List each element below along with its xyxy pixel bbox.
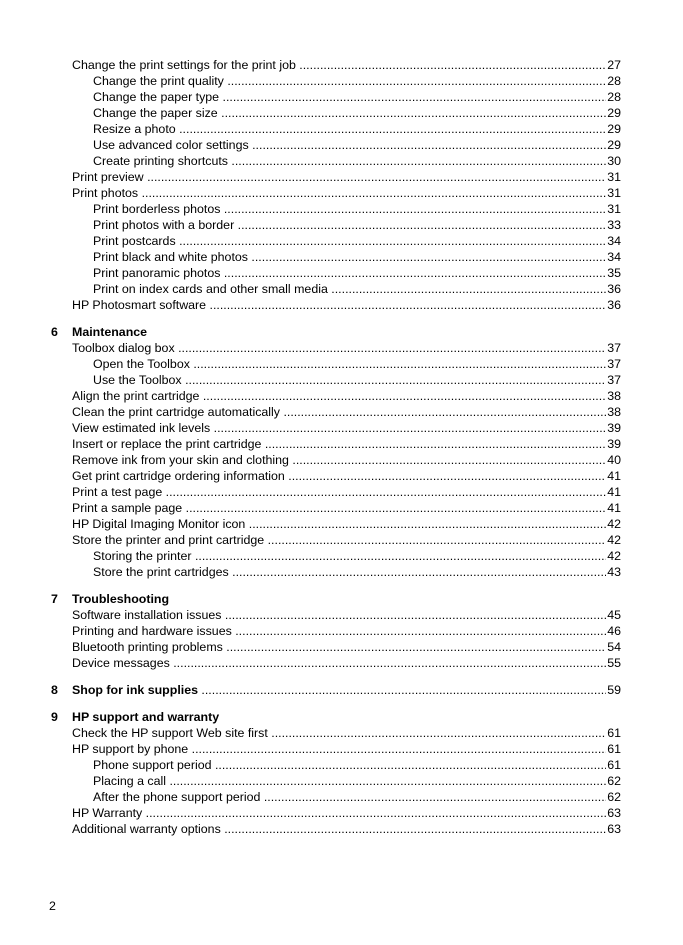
page-ref: 37 bbox=[607, 341, 621, 355]
toc-entry bbox=[0, 201, 683, 217]
entry-title: Software installation issues ..... bbox=[72, 607, 620, 623]
entry-title: View estimated ink levels ..... bbox=[72, 420, 620, 436]
entry-title: Storing the printer ..... bbox=[93, 548, 620, 564]
toc-entry bbox=[0, 639, 683, 655]
entry-title: Print photos ..... bbox=[72, 185, 620, 201]
entry-title: Placing a call ..... bbox=[93, 773, 620, 789]
toc-entry bbox=[0, 73, 683, 89]
page-ref: 59 bbox=[607, 683, 621, 697]
page-ref: 37 bbox=[607, 373, 621, 387]
entry-title: Insert or replace the print cartridge ..... bbox=[72, 436, 620, 452]
toc-entry bbox=[0, 57, 683, 73]
entry-title: Print photos with a border ..... bbox=[93, 217, 620, 233]
page-ref: 33 bbox=[607, 218, 621, 232]
page-ref: 31 bbox=[607, 202, 621, 216]
entry-title: Print panoramic photos ..... bbox=[93, 265, 620, 281]
page-ref: 34 bbox=[607, 234, 621, 248]
page-ref: 63 bbox=[607, 806, 621, 820]
toc-entry bbox=[0, 169, 683, 185]
toc-entry bbox=[0, 340, 683, 356]
chapter-number: 9 bbox=[51, 710, 58, 724]
toc-entry bbox=[0, 500, 683, 516]
page-ref: 37 bbox=[607, 357, 621, 371]
entry-title: Print on index cards and other small media ..... bbox=[93, 281, 620, 297]
table-of-contents bbox=[0, 57, 683, 837]
toc-entry bbox=[0, 757, 683, 773]
toc-entry bbox=[0, 281, 683, 297]
page-ref: 36 bbox=[607, 282, 621, 296]
entry-title: Use the Toolbox ..... bbox=[93, 372, 620, 388]
toc-entry bbox=[0, 121, 683, 137]
page-ref: 34 bbox=[607, 250, 621, 264]
toc-entry bbox=[0, 484, 683, 500]
toc-entry bbox=[0, 89, 683, 105]
page-ref: 28 bbox=[607, 90, 621, 104]
page-ref: 55 bbox=[607, 656, 621, 670]
page-ref: 39 bbox=[607, 421, 621, 435]
page-ref: 42 bbox=[607, 517, 621, 531]
toc-entry bbox=[0, 655, 683, 671]
entry-title: Print postcards ..... bbox=[93, 233, 620, 249]
entry-title: Toolbox dialog box ..... bbox=[72, 340, 620, 356]
page-ref: 30 bbox=[607, 154, 621, 168]
page-ref: 61 bbox=[607, 742, 621, 756]
toc-entry bbox=[0, 607, 683, 623]
chapter-title: HP support and warranty bbox=[72, 710, 220, 724]
chapter-title: Maintenance bbox=[72, 325, 148, 339]
toc-entry bbox=[0, 805, 683, 821]
page-ref: 42 bbox=[607, 533, 621, 547]
page-ref: 63 bbox=[607, 822, 621, 836]
entry-title: Align the print cartridge ..... bbox=[72, 388, 620, 404]
page-ref: 42 bbox=[607, 549, 621, 563]
toc-chapter-heading bbox=[0, 709, 683, 725]
chapter-title: Troubleshooting bbox=[72, 592, 170, 606]
toc-chapter-heading bbox=[0, 682, 683, 698]
entry-title: Open the Toolbox ..... bbox=[93, 356, 620, 372]
entry-title: Print preview ..... bbox=[72, 169, 620, 185]
chapter-title: Shop for ink supplies ..... bbox=[72, 682, 620, 698]
toc-entry bbox=[0, 249, 683, 265]
toc-entry bbox=[0, 137, 683, 153]
page-ref: 54 bbox=[607, 640, 621, 654]
entry-title: Print black and white photos ..... bbox=[93, 249, 620, 265]
page-number: 2 bbox=[49, 899, 56, 913]
toc-entry bbox=[0, 153, 683, 169]
toc-entry bbox=[0, 789, 683, 805]
page-ref: 36 bbox=[607, 298, 621, 312]
toc-entry bbox=[0, 725, 683, 741]
page-ref: 62 bbox=[607, 774, 621, 788]
page-ref: 28 bbox=[607, 74, 621, 88]
toc-entry bbox=[0, 564, 683, 580]
entry-title: Resize a photo ..... bbox=[93, 121, 620, 137]
page-ref: 29 bbox=[607, 106, 621, 120]
entry-title: Create printing shortcuts ..... bbox=[93, 153, 620, 169]
page-ref: 61 bbox=[607, 726, 621, 740]
page-ref: 46 bbox=[607, 624, 621, 638]
toc-entry bbox=[0, 821, 683, 837]
entry-title: Store the printer and print cartridge ..... bbox=[72, 532, 620, 548]
page-ref: 61 bbox=[607, 758, 621, 772]
page-ref: 29 bbox=[607, 122, 621, 136]
entry-title: Print a sample page ..... bbox=[72, 500, 620, 516]
page-ref: 29 bbox=[607, 138, 621, 152]
toc-entry bbox=[0, 404, 683, 420]
entry-title: Additional warranty options ..... bbox=[72, 821, 620, 837]
page-ref: 41 bbox=[607, 501, 621, 515]
page-ref: 43 bbox=[607, 565, 621, 579]
entry-title: Remove ink from your skin and clothing ..... bbox=[72, 452, 620, 468]
toc-entry bbox=[0, 356, 683, 372]
page-ref: 38 bbox=[607, 389, 621, 403]
entry-title: Print borderless photos ..... bbox=[93, 201, 620, 217]
toc-entry bbox=[0, 297, 683, 313]
entry-title: HP Digital Imaging Monitor icon ..... bbox=[72, 516, 620, 532]
page-ref: 27 bbox=[607, 58, 621, 72]
page-ref: 35 bbox=[607, 266, 621, 280]
page-ref: 39 bbox=[607, 437, 621, 451]
toc-entry bbox=[0, 372, 683, 388]
entry-title: Use advanced color settings ..... bbox=[93, 137, 620, 153]
entry-title: After the phone support period ..... bbox=[93, 789, 620, 805]
toc-entry bbox=[0, 516, 683, 532]
entry-title: Change the paper type ..... bbox=[93, 89, 620, 105]
toc-entry bbox=[0, 436, 683, 452]
toc-entry bbox=[0, 773, 683, 789]
page-ref: 45 bbox=[607, 608, 621, 622]
page-ref: 40 bbox=[607, 453, 621, 467]
toc-entry bbox=[0, 532, 683, 548]
toc-entry bbox=[0, 452, 683, 468]
chapter-number: 7 bbox=[51, 592, 58, 606]
chapter-number: 6 bbox=[51, 325, 58, 339]
entry-title: Change the print quality ..... bbox=[93, 73, 620, 89]
entry-title: Check the HP support Web site first ..... bbox=[72, 725, 620, 741]
page-ref: 62 bbox=[607, 790, 621, 804]
entry-title: Print a test page ..... bbox=[72, 484, 620, 500]
toc-entry bbox=[0, 233, 683, 249]
chapter-number: 8 bbox=[51, 683, 58, 697]
entry-title: Phone support period ..... bbox=[93, 757, 620, 773]
toc-entry bbox=[0, 468, 683, 484]
page-ref: 31 bbox=[607, 170, 621, 184]
toc-chapter-heading bbox=[0, 324, 683, 340]
entry-title: Get print cartridge ordering information ..... bbox=[72, 468, 620, 484]
entry-title: Store the print cartridges ..... bbox=[93, 564, 620, 580]
toc-entry bbox=[0, 548, 683, 564]
entry-title: Bluetooth printing problems ..... bbox=[72, 639, 620, 655]
page-ref: 41 bbox=[607, 469, 621, 483]
toc-entry bbox=[0, 217, 683, 233]
toc-entry bbox=[0, 185, 683, 201]
toc-entry bbox=[0, 388, 683, 404]
page-ref: 31 bbox=[607, 186, 621, 200]
toc-entry bbox=[0, 623, 683, 639]
toc-chapter-heading bbox=[0, 591, 683, 607]
toc-entry bbox=[0, 741, 683, 757]
entry-title: Clean the print cartridge automatically ..... bbox=[72, 404, 620, 420]
entry-title: Device messages ..... bbox=[72, 655, 620, 671]
entry-title: HP Photosmart software ..... bbox=[72, 297, 620, 313]
entry-title: Change the paper size ..... bbox=[93, 105, 620, 121]
entry-title: Printing and hardware issues ..... bbox=[72, 623, 620, 639]
page-ref: 41 bbox=[607, 485, 621, 499]
page-ref: 38 bbox=[607, 405, 621, 419]
toc-entry bbox=[0, 420, 683, 436]
toc-entry bbox=[0, 105, 683, 121]
entry-title: HP support by phone ..... bbox=[72, 741, 620, 757]
entry-title: HP Warranty ..... bbox=[72, 805, 620, 821]
entry-title: Change the print settings for the print job ..... bbox=[72, 57, 620, 73]
toc-entry bbox=[0, 265, 683, 281]
